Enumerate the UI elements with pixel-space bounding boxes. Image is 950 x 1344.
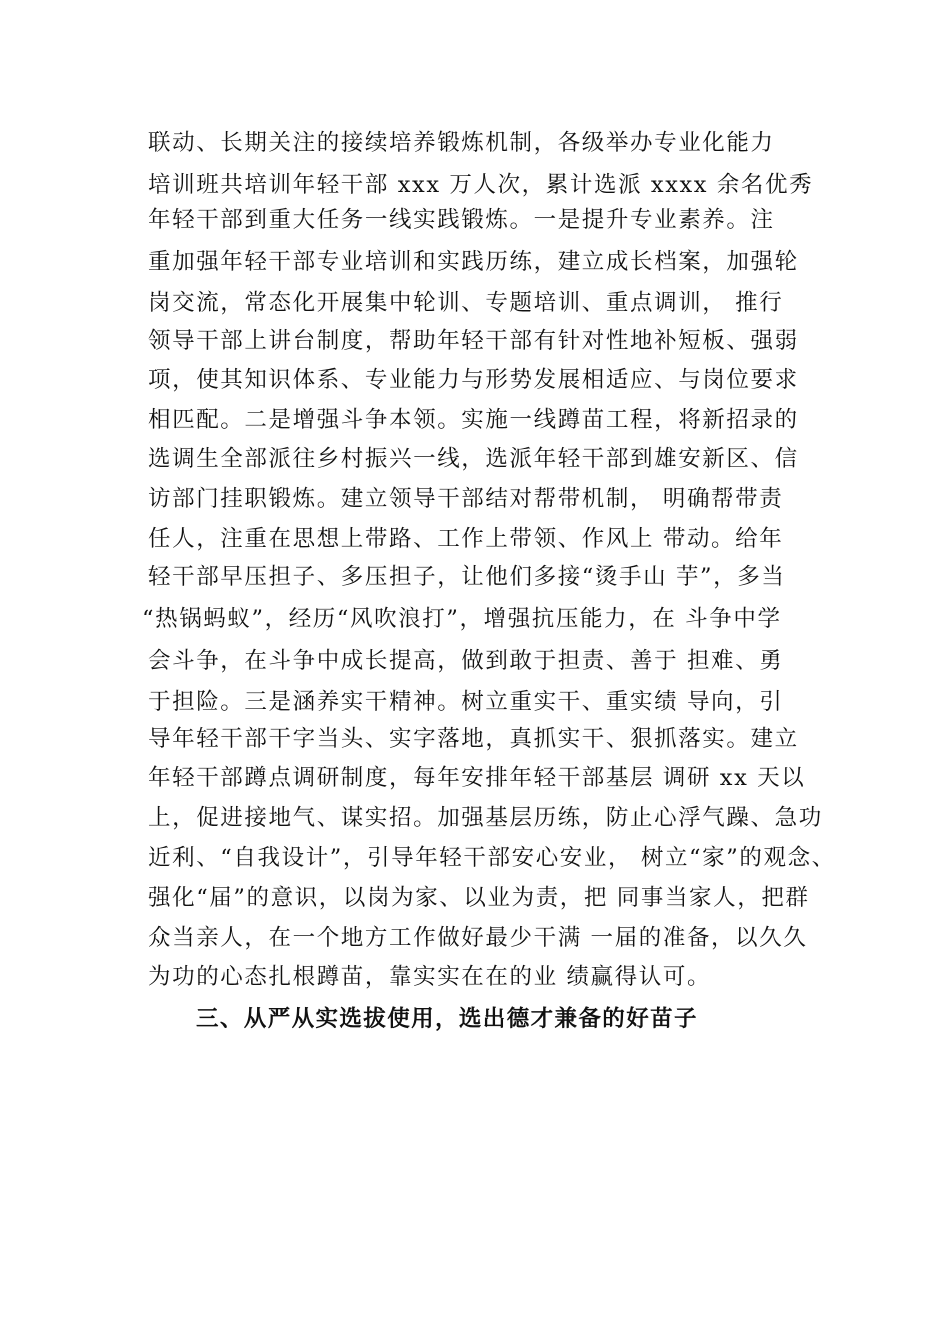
body-line: 导年轻干部干字当头、实字落地，真抓实干、狠抓落实。建立 <box>148 726 799 752</box>
body-line: 项，使其知识体系、专业能力与形势发展相适应、与岗位要求 <box>148 367 799 393</box>
body-line: 重加强年轻干部专业培训和实践历练，建立成长档案，加强轮 <box>148 249 799 275</box>
body-line: 年轻干部到重大任务一线实践锻炼。一是提升专业素养。注 <box>148 207 775 233</box>
body-line: 众当亲人，在一个地方工作做好最少干满 一届的准备，以久久 <box>148 925 808 951</box>
section-heading: 三、从严从实选拔使用，选出德才兼备的好苗子 <box>196 1006 698 1032</box>
body-line: 会斗争，在斗争中成长提高，做到敢于担责、善于 担难、勇 <box>148 648 784 674</box>
body-line: 选调生全部派往乡村振兴一线，选派年轻干部到雄安新区、信 <box>148 446 799 472</box>
body-line: 上，促进接地气、谋实招。加强基层历练，防止心浮气躁、急功 <box>148 805 823 831</box>
body-line: 联动、长期关注的接续培养锻炼机制，各级举办专业化能力 <box>148 130 775 156</box>
body-line: 访部门挂职锻炼。建立领导干部结对帮带机制， 明确帮带责 <box>148 486 784 512</box>
body-line: 任人，注重在思想上带路、工作上带领、作风上 带动。给年 <box>148 526 784 552</box>
body-line: 年轻干部蹲点调研制度，每年安排年轻干部基层 调研 xx 天以 <box>148 765 806 791</box>
body-line: 近利、“自我设计”，引导年轻干部安心安业， 树立“家”的观念、 <box>148 845 836 871</box>
body-line: 于担险。三是涵养实干精神。树立重实干、重实绩 导向，引 <box>148 689 784 715</box>
body-line: 强化“届”的意识，以岗为家、以业为责，把 同事当家人，把群 <box>148 885 810 911</box>
body-line: 岗交流，常态化开展集中轮训、专题培训、重点调训， 推行 <box>148 290 784 316</box>
body-line: 轻干部早压担子、多压担子，让他们多接“烫手山 芋”，多当 <box>148 564 786 590</box>
body-line: 为功的心态扎根蹲苗，靠实实在在的业 绩赢得认可。 <box>148 964 712 990</box>
body-line: 培训班共培训年轻干部 xxx 万人次，累计选派 xxxx 余名优秀 <box>148 172 814 198</box>
body-line: 领导干部上讲台制度，帮助年轻干部有针对性地补短板、强弱 <box>148 328 799 354</box>
body-line: 相匹配。二是增强斗争本领。实施一线蹲苗工程，将新招录的 <box>148 407 799 433</box>
body-line: “热锅蚂蚁”，经历“风吹浪打”，增强抗压能力，在 斗争中学 <box>142 606 782 632</box>
